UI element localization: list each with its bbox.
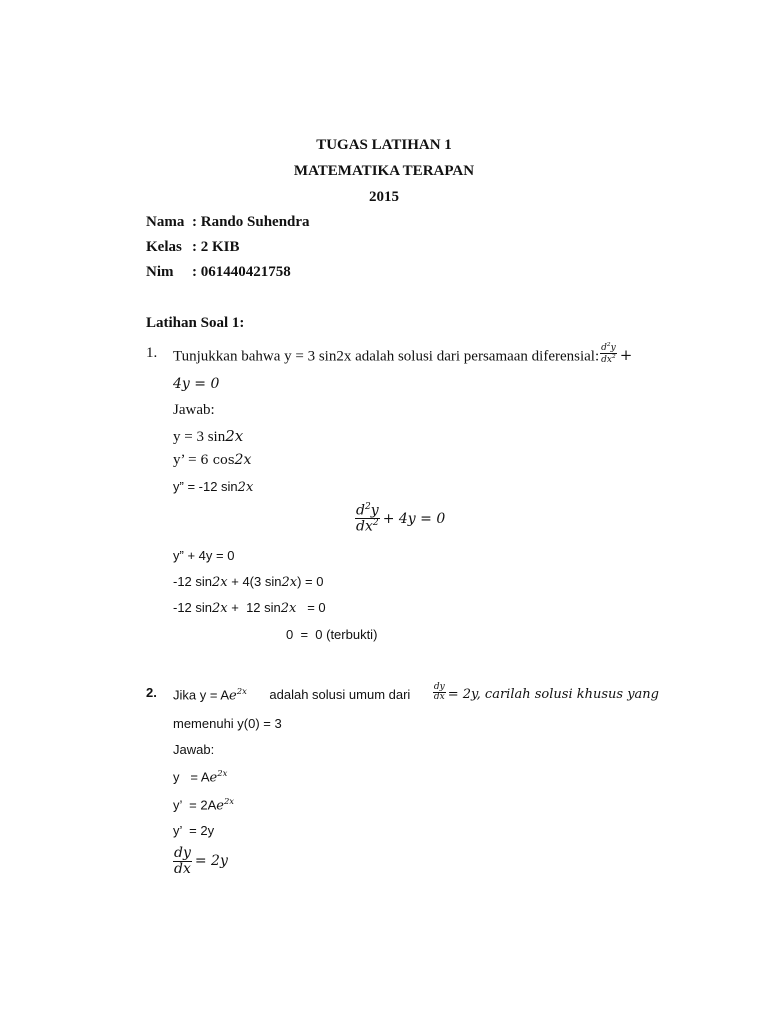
nim-label: Nim xyxy=(146,264,174,280)
q1-step-2-var1: 2x xyxy=(212,575,228,590)
q2-text-b: adalah solusi umum dari xyxy=(265,687,414,703)
section-title: Latihan Soal 1: xyxy=(146,315,245,331)
title-line-1: TUGAS LATIHAN 1 xyxy=(316,137,452,153)
q2-inline-fraction: $\frac{dy}{dx}$ xyxy=(433,682,445,703)
q1-step-3-var1: 2x xyxy=(212,601,228,616)
q1-step-3-b: + 12 sin xyxy=(227,600,281,615)
q2-jawab: Jawab: xyxy=(173,742,215,757)
q1-yprime-var: 2x xyxy=(234,452,252,468)
q1-result: 0 = 0 (terbukti) xyxy=(286,627,378,642)
q1-inline-fraction: $\frac{d^2y}{dx^2}$ xyxy=(601,342,616,366)
q2-text xyxy=(173,682,659,705)
nim-value: : 061440421758 xyxy=(192,264,291,280)
q2-yprime-prefix: y’ = 2A xyxy=(173,797,217,813)
q1-text xyxy=(173,342,633,369)
nama-label: Nama xyxy=(146,214,185,230)
q2-final-fraction: $\frac{dy}{dx}$ xyxy=(174,845,191,877)
q2-yprime-2y: y’ = 2y xyxy=(173,823,215,838)
q1-step-3-var2: 2x xyxy=(280,601,297,616)
q1-step-2-var2: 2x xyxy=(281,575,298,590)
q1-step-2-c: ) = 0 xyxy=(297,574,324,589)
q1-display-equation xyxy=(355,503,445,535)
kelas-label: Kelas xyxy=(146,239,182,255)
q1-eq-tail: 4y = 0 xyxy=(173,376,220,392)
q2-final-equation xyxy=(173,846,228,876)
q2-number: 2. xyxy=(146,685,157,700)
q1-ydoubleprime-prefix: y” = -12 sin xyxy=(173,479,238,494)
q1-yprime-line xyxy=(173,452,251,469)
q1-y-var: 2x xyxy=(225,427,244,445)
q1-display-eq-tail: + 4y = 0 xyxy=(382,510,446,527)
q2-text-c-wrap xyxy=(433,682,659,705)
q1-step-2-b: + 4(3 sin xyxy=(227,574,282,589)
q2-y-line xyxy=(173,768,227,785)
q2-y-exp: 2x xyxy=(217,768,228,778)
q1-yprime-prefix: y’ = xyxy=(173,452,201,468)
q1-y-line xyxy=(173,427,243,446)
q2-text-a: Jika y = A xyxy=(173,687,229,703)
q1-yprime-val: 6 cos xyxy=(200,453,235,468)
q1-step-3-a: -12 sin xyxy=(173,600,213,615)
q1-ydoubleprime-var: 2x xyxy=(237,480,254,495)
q2-y-prefix: y = A xyxy=(173,769,210,785)
q1-display-fraction: $\frac{d^2y}{dx^2}$ xyxy=(356,502,379,535)
q1-jawab: Jawab: xyxy=(173,402,215,418)
q1-ydoubleprime-line xyxy=(173,479,253,495)
q1-y-prefix: y = 3 sin xyxy=(173,429,226,445)
q2-text-exp: 2x xyxy=(236,686,247,697)
q2-text-a-wrap xyxy=(173,686,247,703)
title-line-2: MATEMATIKA TERAPAN xyxy=(293,163,475,179)
q1-step-2-a: -12 sin xyxy=(173,574,213,589)
q1-plus-sign: + xyxy=(619,346,633,365)
q2-text-e: e xyxy=(229,688,237,704)
kelas-value: : 2 KIB xyxy=(192,239,240,255)
q2-line-2: memenuhi y(0) = 3 xyxy=(173,716,282,731)
q1-number: 1. xyxy=(146,345,158,361)
q1-step-2 xyxy=(173,574,323,590)
q1-step-3-c: = 0 xyxy=(296,600,326,615)
q1-step-1: y” + 4y = 0 xyxy=(173,548,235,563)
q1-question-text: Tunjukkan bahwa y = 3 sin2x adalah solusi dari persamaan diferensial: xyxy=(173,348,600,365)
q2-yprime-e: e xyxy=(216,798,224,814)
q2-yprime-exp: 2x xyxy=(223,796,235,806)
q2-yprime-line xyxy=(173,796,234,813)
q2-final-tail: = 2y xyxy=(194,852,228,869)
q1-step-3 xyxy=(173,600,326,616)
nama-value: : Rando Suhendra xyxy=(192,214,310,230)
q2-y-e: e xyxy=(209,770,218,786)
title-line-3: 2015 xyxy=(369,189,399,205)
q2-text-c: = 2y, carilah solusi khusus yang xyxy=(447,687,659,703)
